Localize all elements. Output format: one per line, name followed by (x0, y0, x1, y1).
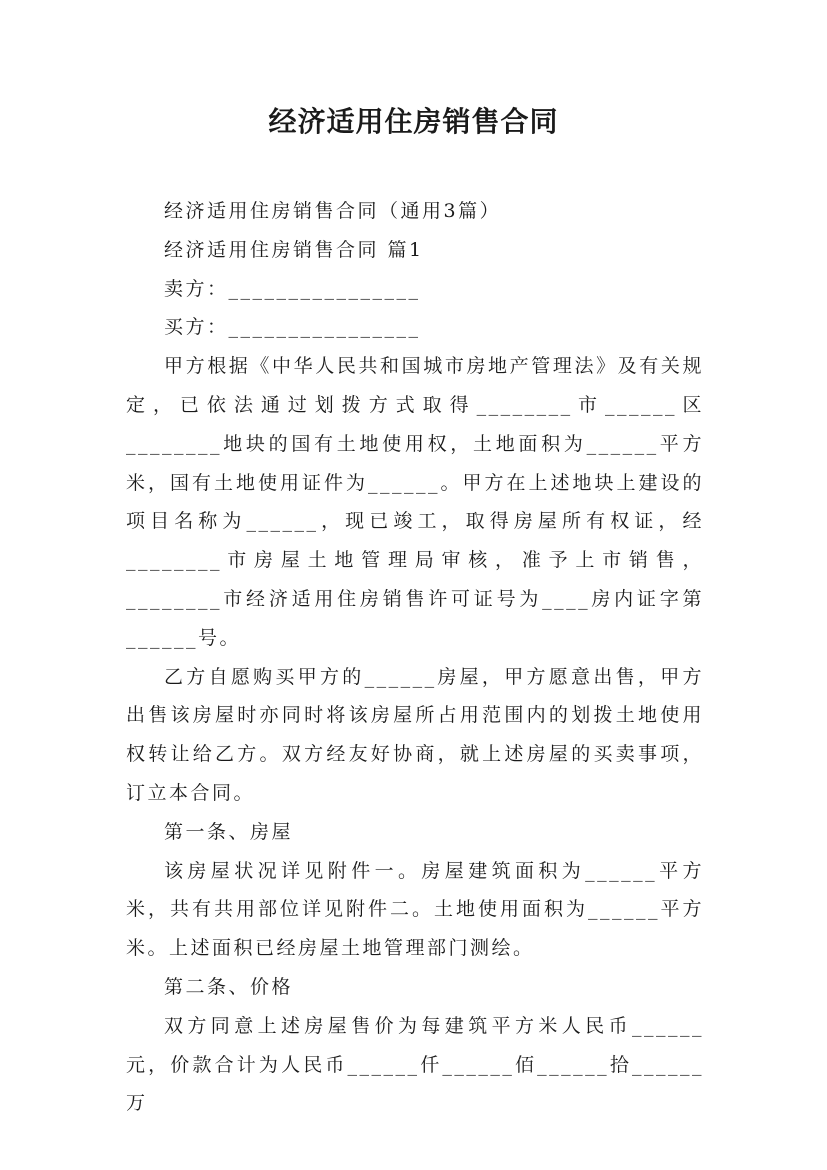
article-2-heading: 第二条、价格 (164, 975, 294, 998)
subtitle-paragraph: 经济适用住房销售合同（通用3篇） (164, 200, 502, 222)
article-1-heading: 第一条、房屋 (164, 820, 294, 843)
party-a-paragraph: 甲方根据《中华人民共和国城市房地产管理法》及有关规定，已依法通过划拨方式取得________市______区________地块的国有土地使用权，土地面积为______平方米，国有土地使用证件为______。甲方在上述地块上建设的项目名称为______，现已竣工，取得房屋所有权证，经________市房屋土地管理局审核，准予上市销售，________市经济适用住房销售许可证号为____房内证字第______号。 (126, 355, 704, 649)
document-title: 经济适用住房销售合同 (268, 105, 559, 138)
article-1-paragraph: 该房屋状况详见附件一。房屋建筑面积为______平方米，共有共用部位详见附件二。土地使用面积为______平方米。上述面积已经房屋土地管理部门测绘。 (126, 859, 704, 960)
seller-line: 卖方：________________ (164, 277, 421, 300)
party-b-paragraph: 乙方自愿购买甲方的______房屋，甲方愿意出售，甲方出售该房屋时亦同时将该房屋所占用范围内的划拨土地使用权转让给乙方。双方经友好协商，就上述房屋的买卖事项，订立本合同。 (126, 665, 704, 804)
document-body (126, 192, 704, 1123)
buyer-line: 买方：________________ (164, 316, 421, 339)
section-heading-part-1: 经济适用住房销售合同 篇1 (164, 238, 424, 261)
article-2-paragraph: 双方同意上述房屋售价为每建筑平方米人民币______元，价款合计为人民币______仟______佰______拾______万 (126, 1014, 704, 1115)
